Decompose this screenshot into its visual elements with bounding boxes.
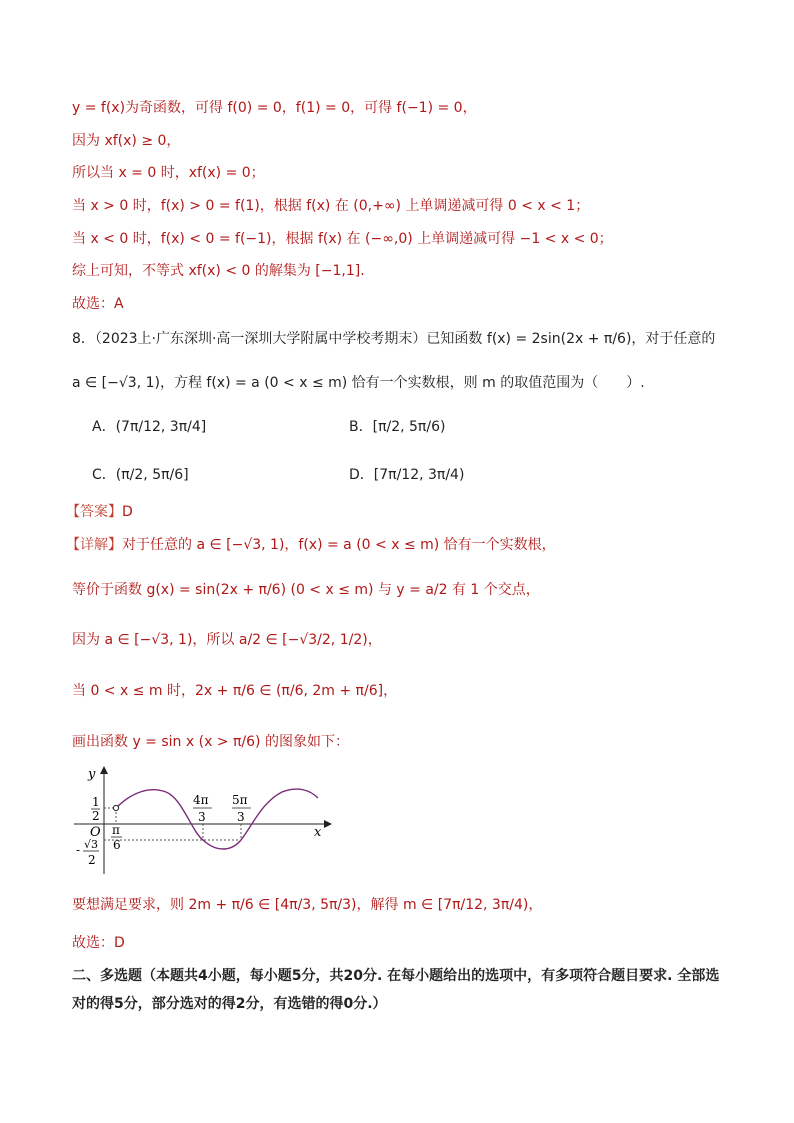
label-sqrt3-den: 2 bbox=[88, 853, 96, 867]
solution-line-6: 综上可知，不等式 xf(x) < 0 的解集为 [−1,1]. bbox=[72, 263, 365, 279]
detail-text-1: 对于任意的 a ∈ [−√3, 1)，f(x) = a (0 < x ≤ m) 恰有一个实数根， bbox=[122, 537, 556, 553]
label-neg-sign: - bbox=[76, 843, 81, 857]
option-d: D．[7π/12, 3π/4) bbox=[349, 467, 465, 483]
open-point bbox=[113, 805, 118, 810]
solution-line-3: 所以当 x = 0 时，xf(x) = 0； bbox=[72, 165, 265, 181]
question-8-stem: 8．（2023上·广东深圳·高一深圳大学附属中学校考期末）已知函数 f(x) = 2sin(2x + π/6)，对于任意的 bbox=[72, 331, 716, 347]
answer-line bbox=[66, 502, 133, 522]
option-c: C．(π/2, 5π/6] bbox=[92, 467, 189, 483]
choice-line-a: 故选：A bbox=[72, 296, 124, 312]
detail-line-3: 因为 a ∈ [−√3, 1)，所以 a/2 ∈ [−√3/2, 1/2)， bbox=[72, 632, 382, 648]
label-sqrt3: √3 bbox=[84, 838, 99, 851]
label-pi6-den: 6 bbox=[113, 838, 121, 852]
y-axis-label: y bbox=[88, 767, 96, 782]
option-a: A．(7π/12, 3π/4] bbox=[92, 419, 207, 435]
choice-line-d: 故选：D bbox=[72, 935, 125, 951]
sine-graph bbox=[66, 762, 336, 880]
label-5pi3-num: 5π bbox=[232, 793, 248, 807]
detail-label: 【详解】 bbox=[66, 537, 122, 553]
x-axis-arrow bbox=[324, 820, 332, 828]
label-4pi3-den: 3 bbox=[198, 810, 206, 824]
detail-line-6: 要想满足要求，则 2m + π/6 ∈ [4π/3, 5π/3)，解得 m ∈ [7π/12, 3π/4)， bbox=[72, 897, 543, 913]
detail-line-2: 等价于函数 g(x) = sin(2x + π/6) (0 < x ≤ m) 与 y = a/2 有 1 个交点， bbox=[72, 582, 540, 598]
label-pi6-num: π bbox=[112, 823, 120, 837]
solution-line-5: 当 x < 0 时，f(x) < 0 = f(−1)，根据 f(x) 在 (−∞,0) 上单调递减可得 −1 < x < 0； bbox=[72, 231, 613, 247]
detail-line-1 bbox=[66, 535, 556, 555]
solution-line-1: y = f(x)为奇函数，可得 f(0) = 0，f(1) = 0，可得 f(−1) = 0， bbox=[72, 100, 477, 116]
label-half-den: 2 bbox=[92, 809, 100, 823]
label-half-num: 1 bbox=[92, 795, 100, 809]
detail-line-5: 画出函数 y = sin x (x > π/6) 的图象如下： bbox=[72, 734, 349, 750]
option-b: B．[π/2, 5π/6) bbox=[349, 419, 446, 435]
question-8-stem-2: a ∈ [−√3, 1)，方程 f(x) = a (0 < x ≤ m) 恰有一个实数根，则 m 的取值范围为（ ）. bbox=[72, 375, 645, 391]
label-5pi3-den: 3 bbox=[237, 810, 245, 824]
solution-line-2: 因为 xf(x) ≥ 0， bbox=[72, 133, 181, 149]
section-heading-1: 二、多选题（本题共4小题，每小题5分，共20分. 在每小题给出的选项中，有多项符合题目要求. 全部选 bbox=[72, 968, 720, 984]
section-heading-2: 对的得5分，部分选对的得2分，有选错的得0分.） bbox=[72, 996, 387, 1012]
answer-value: D bbox=[122, 504, 133, 520]
y-axis-arrow bbox=[100, 766, 108, 774]
solution-line-4: 当 x > 0 时，f(x) > 0 = f(1)，根据 f(x) 在 (0,+∞) 上单调递减可得 0 < x < 1； bbox=[72, 198, 590, 214]
answer-label: 【答案】 bbox=[66, 504, 122, 520]
x-axis-label: x bbox=[314, 825, 322, 840]
origin-label: O bbox=[90, 825, 101, 840]
label-4pi3-num: 4π bbox=[193, 793, 209, 807]
detail-line-4: 当 0 < x ≤ m 时，2x + π/6 ∈ (π/6, 2m + π/6]， bbox=[72, 683, 398, 699]
